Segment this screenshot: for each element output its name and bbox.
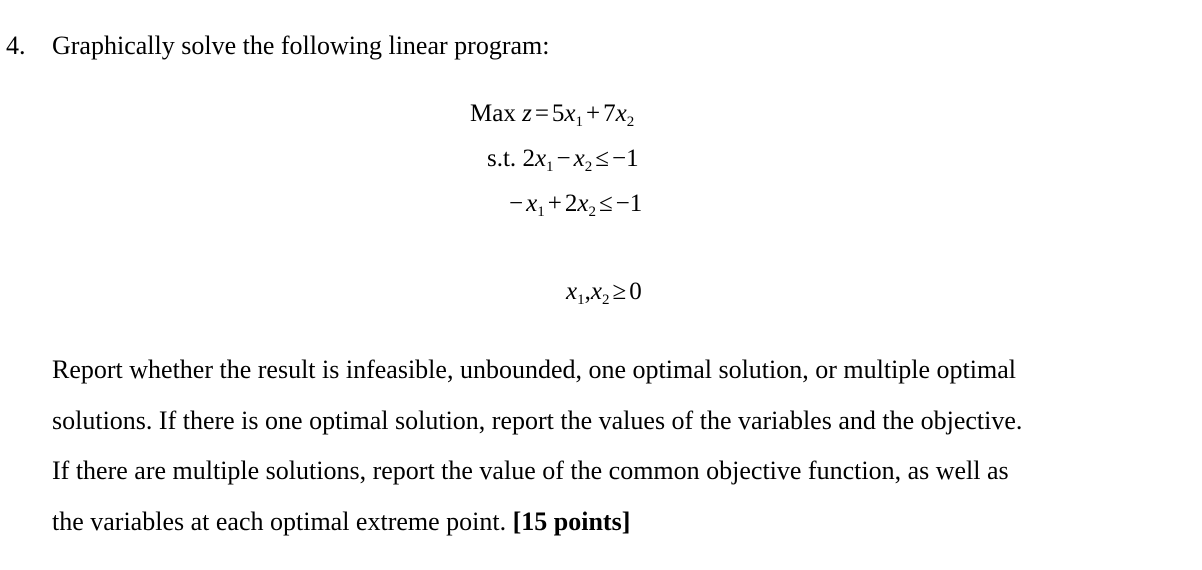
constraint-2 bbox=[506, 190, 642, 218]
constraint1-rhs: −1 bbox=[612, 145, 639, 172]
constraint2-var2: x bbox=[577, 190, 589, 217]
constraint2-rhs: −1 bbox=[615, 190, 643, 217]
objective-sub2: 2 bbox=[626, 114, 635, 130]
nonnegativity-constraint bbox=[566, 278, 642, 306]
objective-var2: x bbox=[615, 100, 627, 127]
instructions-paragraph bbox=[52, 345, 1152, 547]
nonneg-comma: , bbox=[584, 278, 591, 305]
constraint-prefix: s.t. bbox=[487, 145, 517, 172]
objective-plus: + bbox=[586, 100, 601, 127]
objective-coef1: 5 bbox=[551, 100, 565, 127]
objective-var1: x bbox=[564, 100, 576, 127]
constraint1-var1: x bbox=[534, 145, 547, 172]
nonneg-rhs: 0 bbox=[629, 278, 642, 305]
constraint1-relation: ≤ bbox=[595, 145, 609, 172]
nonneg-sub2: 2 bbox=[601, 292, 610, 308]
constraint2-coef2: 2 bbox=[564, 190, 578, 217]
nonneg-sub1: 1 bbox=[577, 292, 585, 308]
objective-coef2: 7 bbox=[603, 100, 616, 127]
constraint1-var2: x bbox=[573, 145, 585, 172]
question-number: 4. bbox=[6, 31, 26, 60]
instructions-line-4 bbox=[52, 497, 1152, 548]
constraint2-sub1: 1 bbox=[537, 204, 545, 220]
constraint1-minus: − bbox=[556, 145, 571, 172]
nonneg-relation: ≥ bbox=[612, 278, 627, 305]
constraint2-var1: x bbox=[526, 190, 538, 217]
objective-function bbox=[470, 100, 634, 128]
objective-z: z bbox=[522, 100, 532, 127]
objective-equals: = bbox=[534, 100, 549, 127]
constraint2-relation: ≤ bbox=[598, 190, 613, 217]
nonneg-var2: x bbox=[590, 278, 602, 305]
constraint1-sub1: 1 bbox=[546, 159, 554, 175]
instructions-line-4-text: the variables at each optimal extreme point. bbox=[52, 506, 507, 536]
nonneg-var1: x bbox=[566, 278, 578, 305]
constraint1-coef1: 2 bbox=[522, 145, 535, 172]
constraint1-sub2: 2 bbox=[584, 159, 593, 175]
constraint2-plus: + bbox=[547, 190, 562, 217]
objective-prefix: Max bbox=[470, 100, 516, 127]
instructions-line-3: If there are multiple solutions, report the value of the common objective function, as well as bbox=[52, 456, 1009, 485]
instructions-line-1: Report whether the result is infeasible, unbounded, one optimal solution, or multiple optimal bbox=[52, 355, 1016, 384]
constraint2-minus: − bbox=[509, 190, 524, 217]
objective-sub1: 1 bbox=[575, 114, 584, 130]
instructions-line-2: solutions. If there is one optimal solution, report the values of the variables and the objective. bbox=[52, 405, 1023, 435]
points-label: [15 points] bbox=[512, 506, 631, 536]
question-title: Graphically solve the following linear program: bbox=[52, 31, 550, 60]
constraint2-sub2: 2 bbox=[588, 204, 596, 220]
constraint-1 bbox=[487, 145, 639, 173]
